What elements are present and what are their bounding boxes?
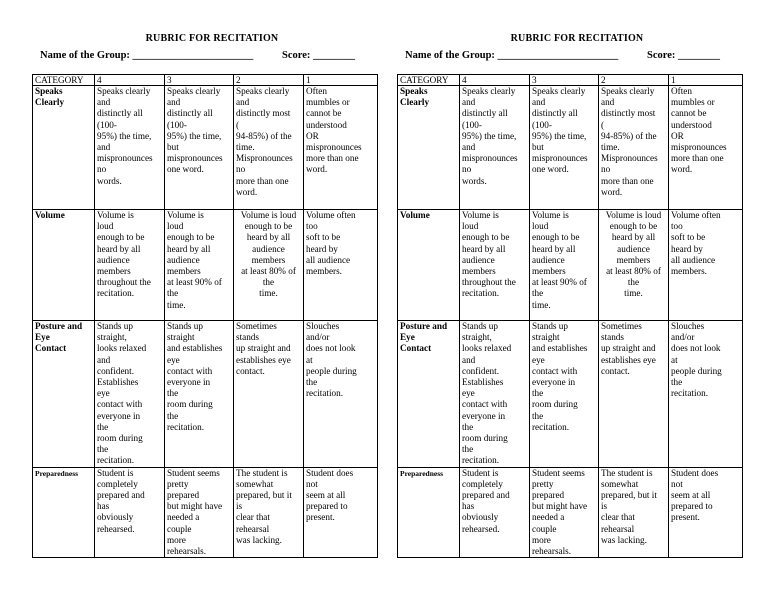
table-row — [33, 86, 378, 210]
table-cell: Slouches and/or does not look at people during the recitation. — [669, 321, 743, 468]
header-cell-4: 4 — [95, 75, 165, 86]
score-field: Score: ________ — [282, 50, 356, 61]
table-cell: Slouches and/or does not look at people during the recitation. — [304, 321, 378, 468]
header-cell-2: 2 — [234, 75, 304, 86]
table-cell: Student is completely prepared and has obviously rehearsed. — [460, 467, 530, 558]
table-cell: Student is completely prepared and has obviously rehearsed. — [95, 467, 165, 558]
table-cell: Sometimes stands up straight and establishes eye contact. — [234, 321, 304, 468]
table-cell: Stands up straight and establishes eye contact with everyone in the room during the recitation. — [530, 321, 599, 468]
score-field: Score: ________ — [647, 50, 721, 61]
header-cell-3: 3 — [165, 75, 234, 86]
table-header-row — [33, 75, 378, 86]
group-name-field: Name of the Group: _______________________ — [405, 50, 619, 61]
table-cell: Often mumbles or cannot be understood OR mispronounces more than one word. — [304, 86, 378, 210]
table-cell: Stands up straight and establishes eye contact with everyone in the room during the recitation. — [165, 321, 234, 468]
table-cell: Speaks clearly and distinctly all (100- 95%) the time, but mispronounces one word. — [530, 86, 599, 210]
category-cell: Posture and Eye Contact — [398, 321, 460, 468]
table-cell: Student does not seem at all prepared to present. — [669, 467, 743, 558]
table-cell: Stands up straight, looks relaxed and confident. Establishes eye contact with everyone in the room during the recitation. — [460, 321, 530, 468]
header-cell-3: 3 — [530, 75, 599, 86]
table-row — [398, 210, 743, 321]
table-cell: Volume often too soft to be heard by all audience members. — [669, 210, 743, 321]
table-row — [33, 210, 378, 321]
header-cell-1: 1 — [669, 75, 743, 86]
table-cell: The student is somewhat prepared, but it is clear that rehearsal was lacking. — [234, 467, 304, 558]
table-row — [398, 321, 743, 468]
table-cell: Speaks clearly and distinctly all (100- 95%) the time, and mispronounces no words. — [460, 86, 530, 210]
table-cell: Volume often too soft to be heard by all audience members. — [304, 210, 378, 321]
header-cell-category: CATEGORY — [33, 75, 95, 86]
table-cell: Volume is loud enough to be heard by all audience members throughout the recitation. — [460, 210, 530, 321]
category-cell: Preparedness — [398, 467, 460, 558]
table-row — [33, 321, 378, 468]
page-title: RUBRIC FOR RECITATION — [145, 33, 279, 44]
table-cell: Student does not seem at all prepared to present. — [304, 467, 378, 558]
category-cell: Preparedness — [33, 467, 95, 558]
category-cell: Volume — [33, 210, 95, 321]
table-cell: Speaks clearly and distinctly most ( 94-85%) of the time. Mispronounces no more than one word. — [234, 86, 304, 210]
header-cell-1: 1 — [304, 75, 378, 86]
table-cell: Student seems pretty prepared but might have needed a couple more rehearsals. — [530, 467, 599, 558]
rubric-table — [397, 74, 743, 558]
table-header-row — [398, 75, 743, 86]
category-cell: Posture and Eye Contact — [33, 321, 95, 468]
table-row — [33, 467, 378, 558]
header-cell-category: CATEGORY — [398, 75, 460, 86]
group-name-field: Name of the Group: _______________________ — [40, 50, 254, 61]
table-cell: Stands up straight, looks relaxed and confident. Establishes eye contact with everyone in the room during the recitation. — [95, 321, 165, 468]
table-cell: Often mumbles or cannot be understood OR mispronounces more than one word. — [669, 86, 743, 210]
table-row — [398, 86, 743, 210]
table-cell: Speaks clearly and distinctly most ( 94-85%) of the time. Mispronounces no more than one word. — [599, 86, 669, 210]
category-cell: Speaks Clearly — [398, 86, 460, 210]
table-cell: Volume is loud enough to be heard by all audience members at least 90% of the time. — [530, 210, 599, 321]
category-cell: Volume — [398, 210, 460, 321]
table-cell: Volume is loud enough to be heard by all audience members at least 80% of the time. — [234, 210, 304, 321]
page-title: RUBRIC FOR RECITATION — [510, 33, 644, 44]
category-cell: Speaks Clearly — [33, 86, 95, 210]
table-cell: Speaks clearly and distinctly all (100- 95%) the time, and mispronounces no words. — [95, 86, 165, 210]
table-cell: Student seems pretty prepared but might have needed a couple more rehearsals. — [165, 467, 234, 558]
table-cell: Volume is loud enough to be heard by all audience members at least 80% of the time. — [599, 210, 669, 321]
table-cell: Speaks clearly and distinctly all (100- 95%) the time, but mispronounces one word. — [165, 86, 234, 210]
header-cell-2: 2 — [599, 75, 669, 86]
table-cell: Volume is loud enough to be heard by all audience members throughout the recitation. — [95, 210, 165, 321]
table-cell: Sometimes stands up straight and establishes eye contact. — [599, 321, 669, 468]
table-cell: Volume is loud enough to be heard by all audience members at least 90% of the time. — [165, 210, 234, 321]
table-cell: The student is somewhat prepared, but it is clear that rehearsal was lacking. — [599, 467, 669, 558]
header-cell-4: 4 — [460, 75, 530, 86]
rubric-table — [32, 74, 378, 558]
table-row — [398, 467, 743, 558]
